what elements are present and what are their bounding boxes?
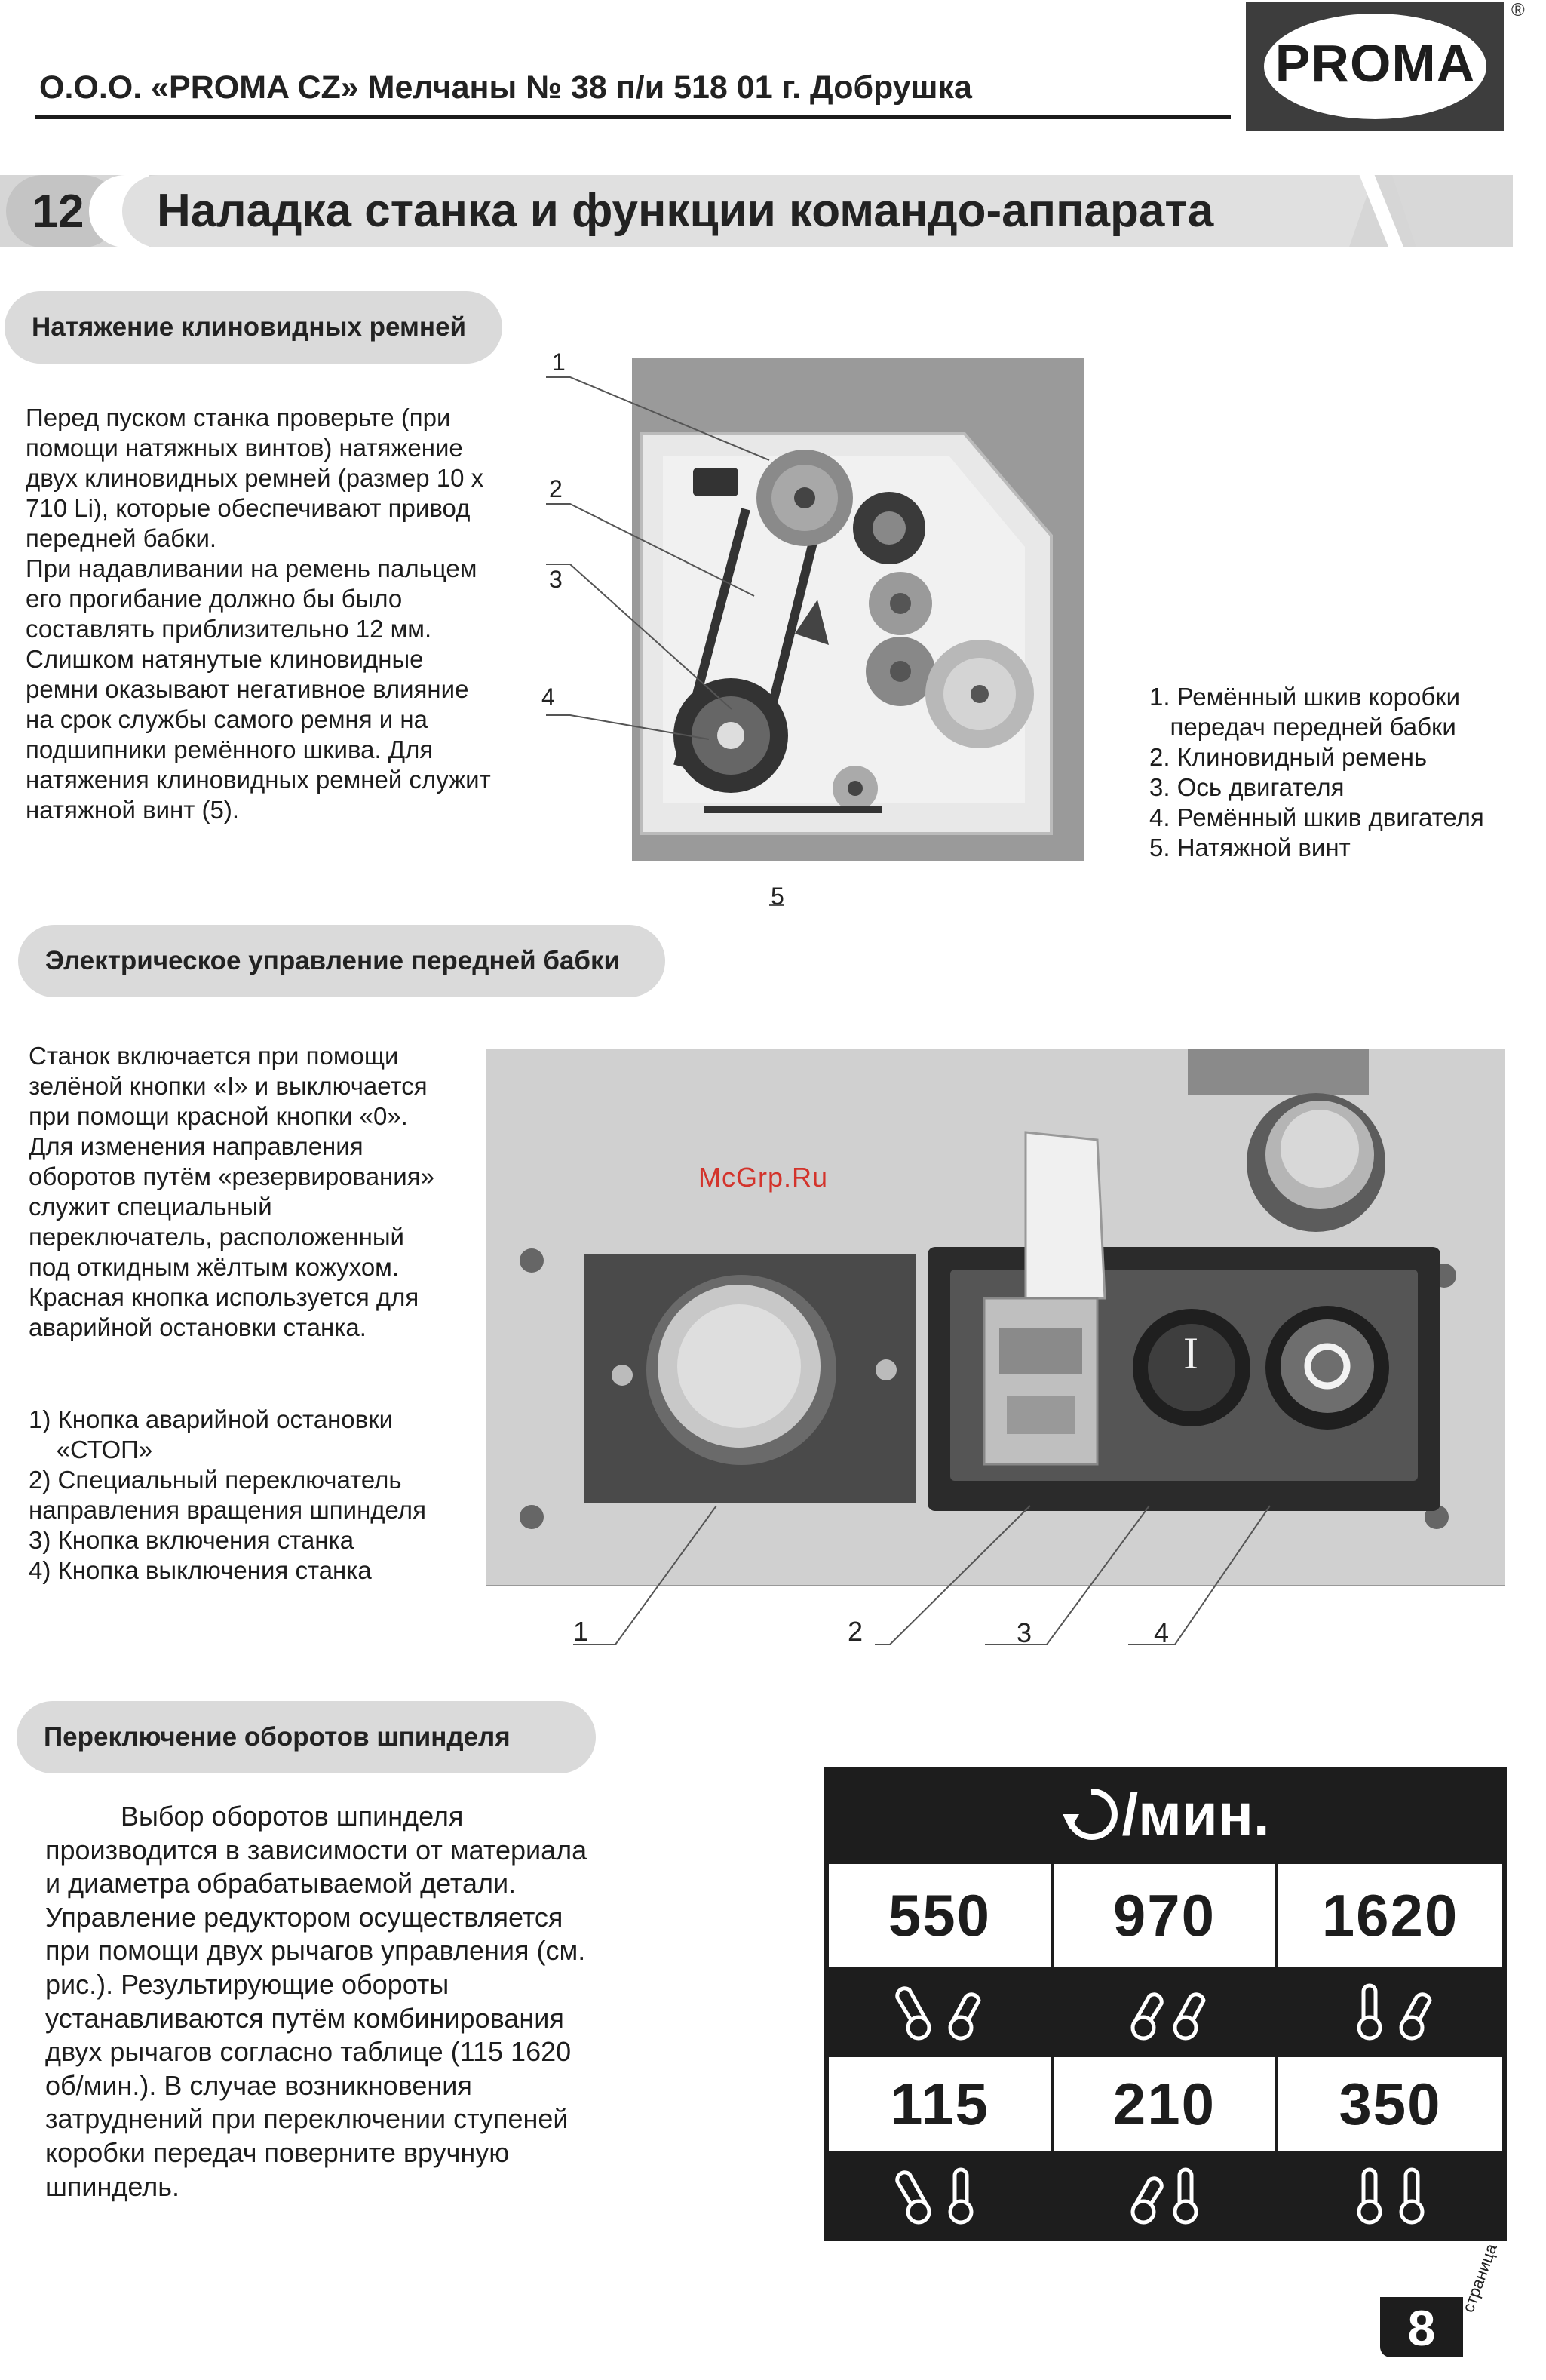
electric-legend: 1) Кнопка аварийной остановки «СТОП» 2) Специальный переключатель направления вращения шпинделя 3) Кнопка включения станка 4) Кнопка выключения станка	[29, 1405, 426, 1584]
speed-cell: 1620	[1278, 1864, 1502, 1967]
panel-callout-lines	[558, 1501, 1282, 1660]
lever-right-right-icon	[1112, 1978, 1217, 2046]
speed-cell: 115	[829, 2057, 1051, 2151]
logo-text: PROMA	[1275, 34, 1476, 93]
lever-diagram	[829, 2154, 1051, 2237]
panel-callout-2: 2	[848, 1616, 863, 1647]
rotation-icon	[1061, 1784, 1121, 1844]
lever-right-up-icon	[1112, 2162, 1217, 2230]
belt-callout-3: 3	[549, 566, 563, 593]
lever-tilt-up-icon	[887, 2162, 992, 2230]
chapter-number: 12	[32, 186, 84, 238]
section-heading-electric: Электрическое управление передней бабки	[18, 925, 665, 997]
speed-cell: 970	[1054, 1864, 1275, 1967]
belt-callout-1: 1	[552, 349, 566, 376]
lever-diagram	[1054, 1970, 1275, 2053]
belts-paragraph: Перед пуском станка проверьте (при помощи натяжных винтов) натяжение двух клиновидных ремней (размер 10 x 710 Li), которые обеспечивают привод передней бабки. При надавливании на ремень пальцем его прогибание должно бы было составлять приблизительно 12 мм. Слишком натянутые клиновидные ремни оказывают негативное влияние на срок службы самого ремня и на подшипники ремённого шкива. Для натяжения клиновидных ремней служит натяжной винт (5).	[26, 404, 491, 824]
lever-tilt-tilt-icon	[887, 1978, 992, 2046]
start-button-label: I	[1183, 1328, 1198, 1378]
speed-cell: 210	[1054, 2057, 1275, 2151]
section-heading-speed: Переключение оборотов шпинделя	[17, 1701, 596, 1773]
lever-diagram	[1054, 2154, 1275, 2237]
speed-paragraph: Выбор оборотов шпинделя производится в зависимости от материала и диаметра обрабатываемой детали. Управление редуктором осуществляется при помощи двух рычагов управления (см. рис.). Результирующие обороты устанавливаются путём комбинирования двух рычагов согласно таблице (115 1620 об/мин.). В случае возникновения затруднений при переключении ступеней коробки передач поверните вручную шпиндель.	[45, 1801, 587, 2202]
speed-unit: /мин.	[1121, 1780, 1270, 1847]
watermark: McGrp.Ru	[698, 1162, 829, 1193]
header-rule	[35, 115, 1231, 119]
company-address: О.О.О. «PROMA CZ» Мелчаны № 38 п/и 518 01 г. Добрушка	[39, 69, 972, 106]
page-word: страница	[1459, 2240, 1501, 2315]
speed-cell: 350	[1278, 2057, 1502, 2151]
panel-callout-1: 1	[573, 1616, 589, 1647]
section-heading-belts: Натяжение клиновидных ремней	[5, 291, 502, 364]
belt-callout-lines	[528, 347, 784, 920]
lever-diagram	[829, 1970, 1051, 2053]
lever-diagram	[1278, 1970, 1502, 2053]
lever-diagram	[1278, 2154, 1502, 2237]
registered-mark: ®	[1511, 0, 1525, 20]
page-number: 8	[1407, 2300, 1436, 2356]
speed-table-header	[824, 1767, 1507, 1861]
panel-callout-3: 3	[1017, 1617, 1032, 1648]
speed-cell: 550	[829, 1864, 1051, 1967]
panel-callout-4: 4	[1154, 1617, 1170, 1648]
belt-legend: 1. Ремённый шкив коробки передач передней бабки 2. Клиновидный ремень 3. Ось двигателя 4. Ремённый шкив двигателя 5. Натяжной винт	[1149, 683, 1484, 861]
belt-callout-4: 4	[541, 683, 555, 711]
lever-up-right-icon	[1338, 1978, 1443, 2046]
electric-paragraph: Станок включается при помощи зелёной кнопки «I» и выключается при помощи красной кнопки «0». Для изменения направления оборотов путём «резервирования» служит специальный переключатель, расположенный под откидным жёлтым кожухом. Красная кнопка используется для аварийной остановки станка.	[29, 1042, 434, 1341]
belt-callout-5: 5	[771, 883, 784, 910]
lever-up-up-icon	[1338, 2162, 1443, 2230]
chapter-title: Наладка станка и функции командо-аппарата	[157, 185, 1214, 237]
belt-callout-2: 2	[549, 475, 563, 502]
